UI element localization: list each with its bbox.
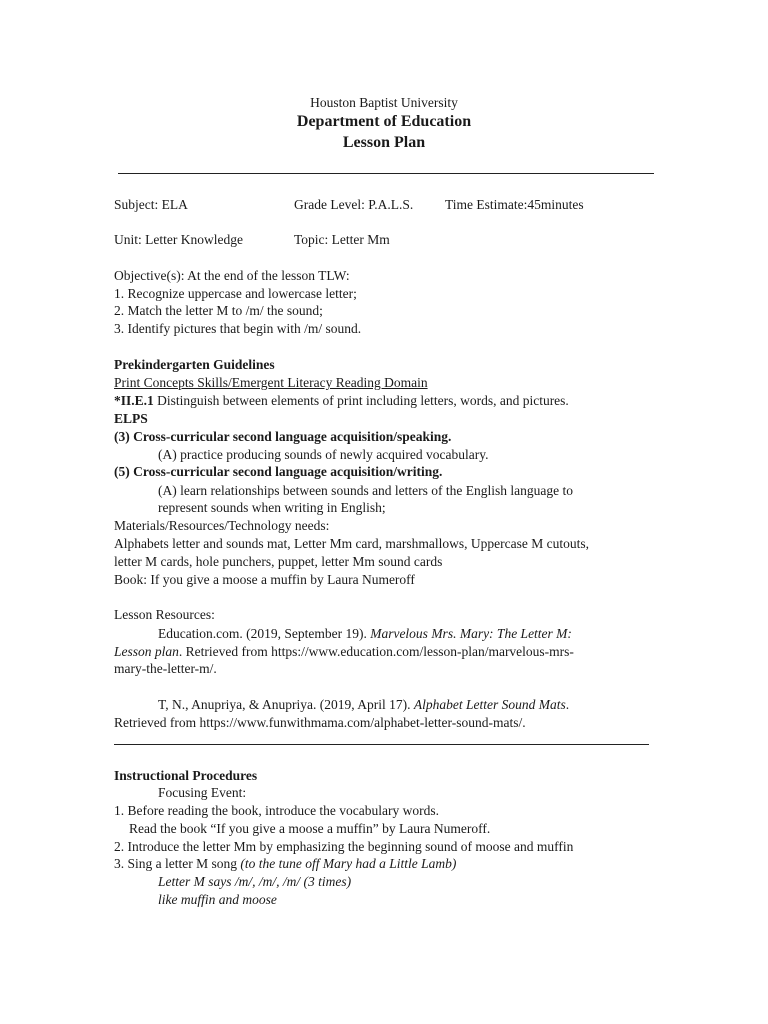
department-title: Department of Education <box>296 113 472 130</box>
university-name: Houston Baptist University <box>310 95 458 110</box>
reference-1-url-cont: mary-the-letter-m/. <box>114 661 217 676</box>
reference-1 <box>158 625 572 643</box>
reference-1-title-cont: Lesson plan <box>114 644 179 659</box>
objective-item: 2. Match the letter M to /m/ the sound; <box>114 303 323 318</box>
header-divider <box>118 173 654 174</box>
elps-5-heading: (5) Cross-curricular second language acquisition/writing. <box>114 464 443 479</box>
guideline-item <box>114 392 569 410</box>
reference-2-title: Alphabet Letter Sound Mats <box>413 697 566 712</box>
elps-3-heading: (3) Cross-curricular second language acquisition/speaking. <box>114 429 452 444</box>
guideline-code: *II.E.1 <box>114 393 154 408</box>
time-estimate-label: Time Estimate:45minutes <box>445 197 584 212</box>
subject-label: Subject: ELA <box>114 197 188 212</box>
elps-5-item-cont: represent sounds when writing in English; <box>158 500 386 515</box>
reference-1-authors: Education.com. (2019, September 19). <box>158 626 371 641</box>
objective-item: 1. Recognize uppercase and lowercase letter; <box>114 286 357 301</box>
reference-2-period: . <box>565 697 570 712</box>
elps-3-item: (A) practice producing sounds of newly acquired vocabulary. <box>158 447 489 462</box>
procedure-step: 2. Introduce the letter Mm by emphasizing the beginning sound of moose and muffin <box>114 839 574 854</box>
procedures-heading: Instructional Procedures <box>114 768 258 783</box>
materials-heading: Materials/Resources/Technology needs: <box>114 518 330 533</box>
materials-line: Alphabets letter and sounds mat, Letter Mm card, marshmallows, Uppercase M cutouts, <box>114 536 590 551</box>
elps-heading: ELPS <box>114 411 148 426</box>
procedure-step: 1. Before reading the book, introduce the vocabulary words. <box>114 803 440 818</box>
topic-label: Topic: Letter Mm <box>294 232 390 247</box>
objective-item: 3. Identify pictures that begin with /m/ sound. <box>114 321 362 336</box>
song-line: like muffin and moose <box>158 892 277 907</box>
grade-level-label: Grade Level: P.A.L.S. <box>294 197 414 212</box>
reference-1-cont <box>114 643 574 661</box>
song-line: Letter M says /m/, /m/, /m/ (3 times) <box>158 874 352 889</box>
procedure-step-cont: Read the book “If you give a moose a muffin” by Laura Numeroff. <box>129 821 491 836</box>
unit-label: Unit: Letter Knowledge <box>114 232 243 247</box>
song-tune-note: (to the tune off Mary had a Little Lamb) <box>240 856 457 871</box>
guidelines-domain: Print Concepts Skills/Emergent Literacy Reading Domain <box>114 375 428 390</box>
reference-1-url: . Retrieved from https://www.education.com/lesson-plan/marvelous-mrs- <box>178 644 574 659</box>
resources-heading: Lesson Resources: <box>114 607 215 622</box>
guideline-text: Distinguish between elements of print including letters, words, and pictures. <box>153 393 569 408</box>
document-title: Lesson Plan <box>342 134 426 151</box>
procedure-step-text: 3. Sing a letter M song <box>114 856 241 871</box>
objectives-heading: Objective(s): At the end of the lesson TLW: <box>114 268 350 283</box>
book-line: Book: If you give a moose a muffin by Laura Numeroff <box>114 572 415 587</box>
reference-2 <box>158 696 569 714</box>
resources-divider <box>114 744 649 745</box>
materials-line: letter M cards, hole punchers, puppet, letter Mm sound cards <box>114 554 443 569</box>
guidelines-heading: Prekindergarten Guidelines <box>114 357 275 372</box>
focusing-event-label: Focusing Event: <box>158 785 247 800</box>
reference-2-authors: T, N., Anupriya, & Anupriya. (2019, April 17). <box>158 697 414 712</box>
procedure-step <box>114 855 456 873</box>
reference-1-title: Marvelous Mrs. Mary: The Letter M: <box>370 626 572 641</box>
elps-5-item: (A) learn relationships between sounds and letters of the English language to <box>158 483 574 498</box>
reference-2-url: Retrieved from https://www.funwithmama.com/alphabet-letter-sound-mats/. <box>114 715 526 730</box>
